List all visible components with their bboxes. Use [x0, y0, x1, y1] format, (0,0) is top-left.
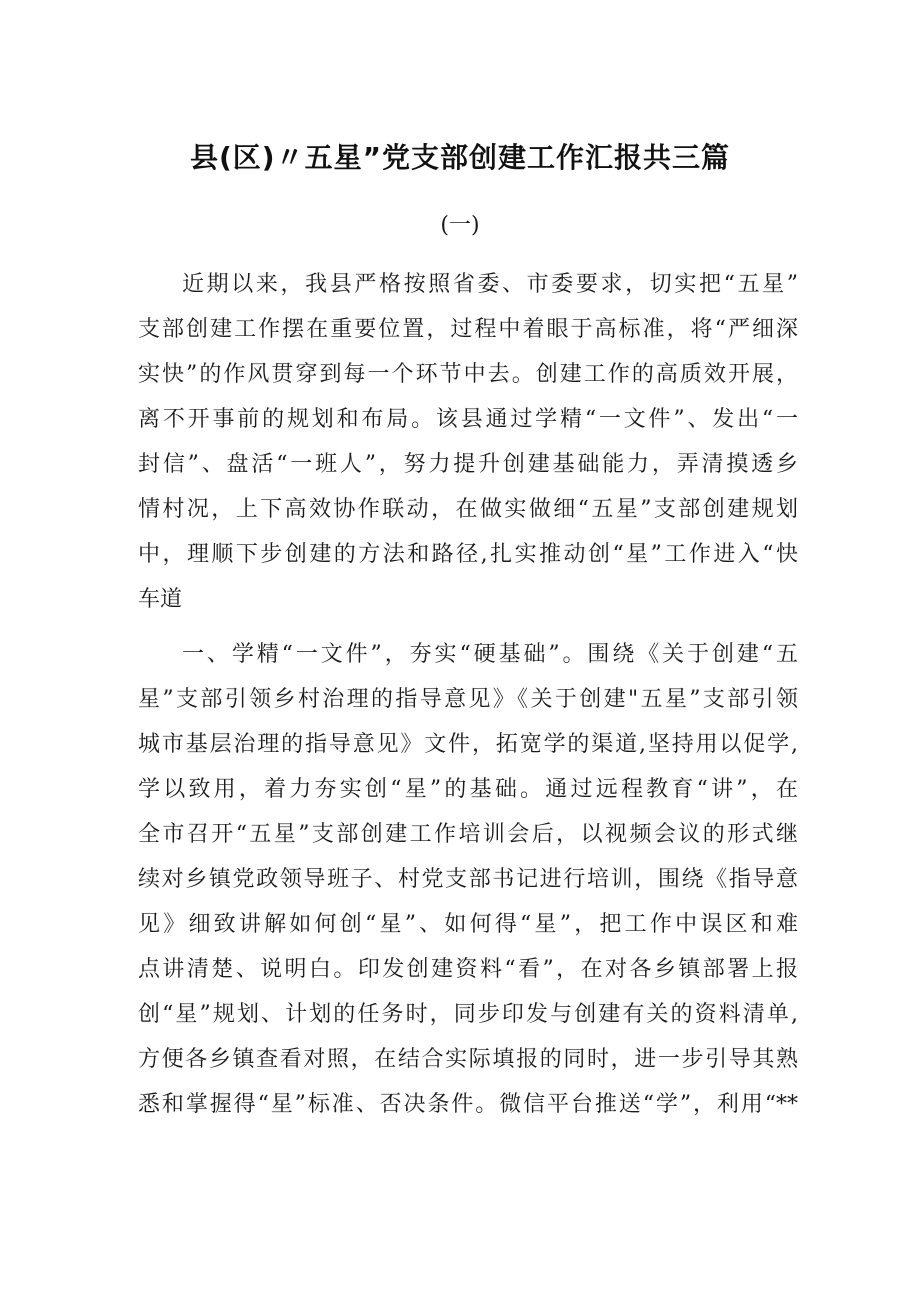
paragraph-line: 星”支部引领乡村治理的指导意见》《关于创建"五星”支部引领 [138, 687, 798, 712]
paragraph-line: 见》细致讲解如何创“星”、如何得“星”，把工作中误区和难 [138, 912, 798, 937]
paragraph-line: 封信”、盘活“一班人”，努力提升创建基础能力，弄清摸透乡 [138, 452, 798, 477]
document-title: 县(区)〃五星”党支部创建工作汇报共三篇 [190, 141, 730, 174]
paragraph-line: 离不开事前的规划和布局。该县通过学精“一文件”、发出“一 [138, 407, 798, 432]
paragraph-line: 学以致用，着力夯实创“星”的基础。通过远程教育“讲”，在 [138, 777, 798, 802]
paragraph-line: 悉和掌握得“星”标准、否决条件。微信平台推送“学”，利用“** [138, 1092, 798, 1117]
paragraph-line: 续对乡镇党政领导班子、村党支部书记进行培训，围绕《指导意 [138, 867, 798, 892]
paragraph-line: 近期以来，我县严格按照省委、市委要求，切实把“五星” [182, 272, 798, 297]
paragraph-line: 实快”的作风贯穿到每一个环节中去。创建工作的高质效开展， [138, 362, 798, 387]
paragraph-line: 城市基层治理的指导意见》文件，拓宽学的渠道,坚持用以促学, [138, 732, 798, 757]
section-number: (一) [440, 213, 480, 238]
paragraph-line: 点讲清楚、说明白。印发创建资料“看”，在对各乡镇部署上报 [138, 957, 798, 982]
paragraph-2 [138, 632, 798, 1127]
paragraph-line: 方便各乡镇查看对照，在结合实际填报的同时，进一步引导其熟 [138, 1047, 798, 1072]
paragraph-line: 一、学精“一文件”，夯实“硬基础”。围绕《关于创建“五 [182, 642, 798, 667]
paragraph-line: 车道 [138, 587, 183, 612]
paragraph-line: 情村况，上下高效协作联动，在做实做细“五星”支部创建规划 [138, 497, 798, 522]
paragraph-1 [138, 262, 798, 622]
paragraph-line: 支部创建工作摆在重要位置，过程中着眼于高标准，将“严细深 [138, 317, 798, 342]
paragraph-line: 中，理顺下步创建的方法和路径,扎实推动创“星”工作进入“快 [138, 542, 798, 567]
paragraph-line: 全市召开“五星”支部创建工作培训会后，以视频会议的形式继 [138, 822, 798, 847]
paragraph-line: 创“星”规划、计划的任务时，同步印发与创建有关的资料清单, [138, 1002, 798, 1027]
